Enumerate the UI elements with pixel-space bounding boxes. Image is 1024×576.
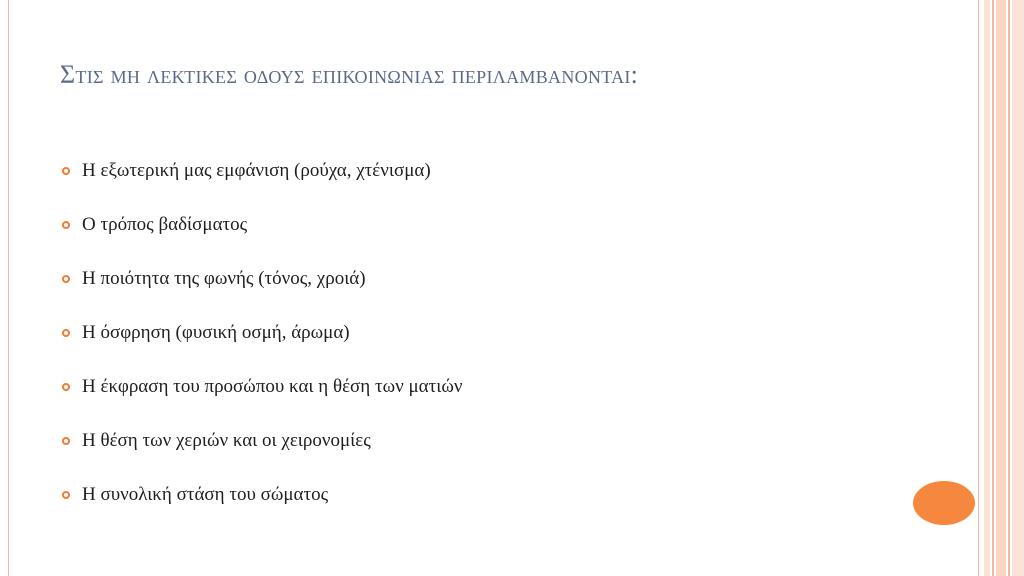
bullet-text: Η όσφρηση (φυσική οσμή, άρωμα) <box>82 322 350 343</box>
bullet-circle-icon <box>62 167 70 175</box>
bullet-circle-icon <box>62 437 70 445</box>
bullet-circle-icon <box>62 383 70 391</box>
bullet-text: Η θέση των χεριών και οι χειρονομίες <box>82 430 371 451</box>
bullet-text: Η έκφραση του προσώπου και η θέση των ματιών <box>82 376 463 397</box>
bullet-item <box>62 212 462 266</box>
decorative-orange-circle <box>913 481 975 525</box>
stripe <box>1012 0 1024 576</box>
bullet-item <box>62 374 462 428</box>
bullet-text: Η ποιότητα της φωνής (τόνος, χροιά) <box>82 268 366 289</box>
bullet-circle-icon <box>62 491 70 499</box>
decorative-stripes <box>984 0 1024 576</box>
bullet-item <box>62 320 462 374</box>
bullet-list <box>62 158 462 536</box>
bullet-text: Η εξωτερική μας εμφάνιση (ρούχα, χτένισμα) <box>82 160 431 181</box>
bullet-circle-icon <box>62 275 70 283</box>
bullet-text: Ο τρόπος βαδίσματος <box>82 214 248 235</box>
bullet-text: Η συνολική στάση του σώματος <box>82 484 329 505</box>
stripe <box>996 0 1006 576</box>
stripe <box>984 0 990 576</box>
frame-line-left <box>8 0 9 576</box>
bullet-item <box>62 482 462 536</box>
slide-title: Στις μη λεκτικες οδους επικοινωνιας περιλαμβανονται: <box>60 60 639 89</box>
bullet-item <box>62 158 462 212</box>
stripe <box>1008 0 1010 576</box>
stripe <box>992 0 994 576</box>
bullet-item <box>62 266 462 320</box>
bullet-circle-icon <box>62 329 70 337</box>
bullet-item <box>62 428 462 482</box>
bullet-circle-icon <box>62 221 70 229</box>
frame-line-right <box>978 0 979 576</box>
